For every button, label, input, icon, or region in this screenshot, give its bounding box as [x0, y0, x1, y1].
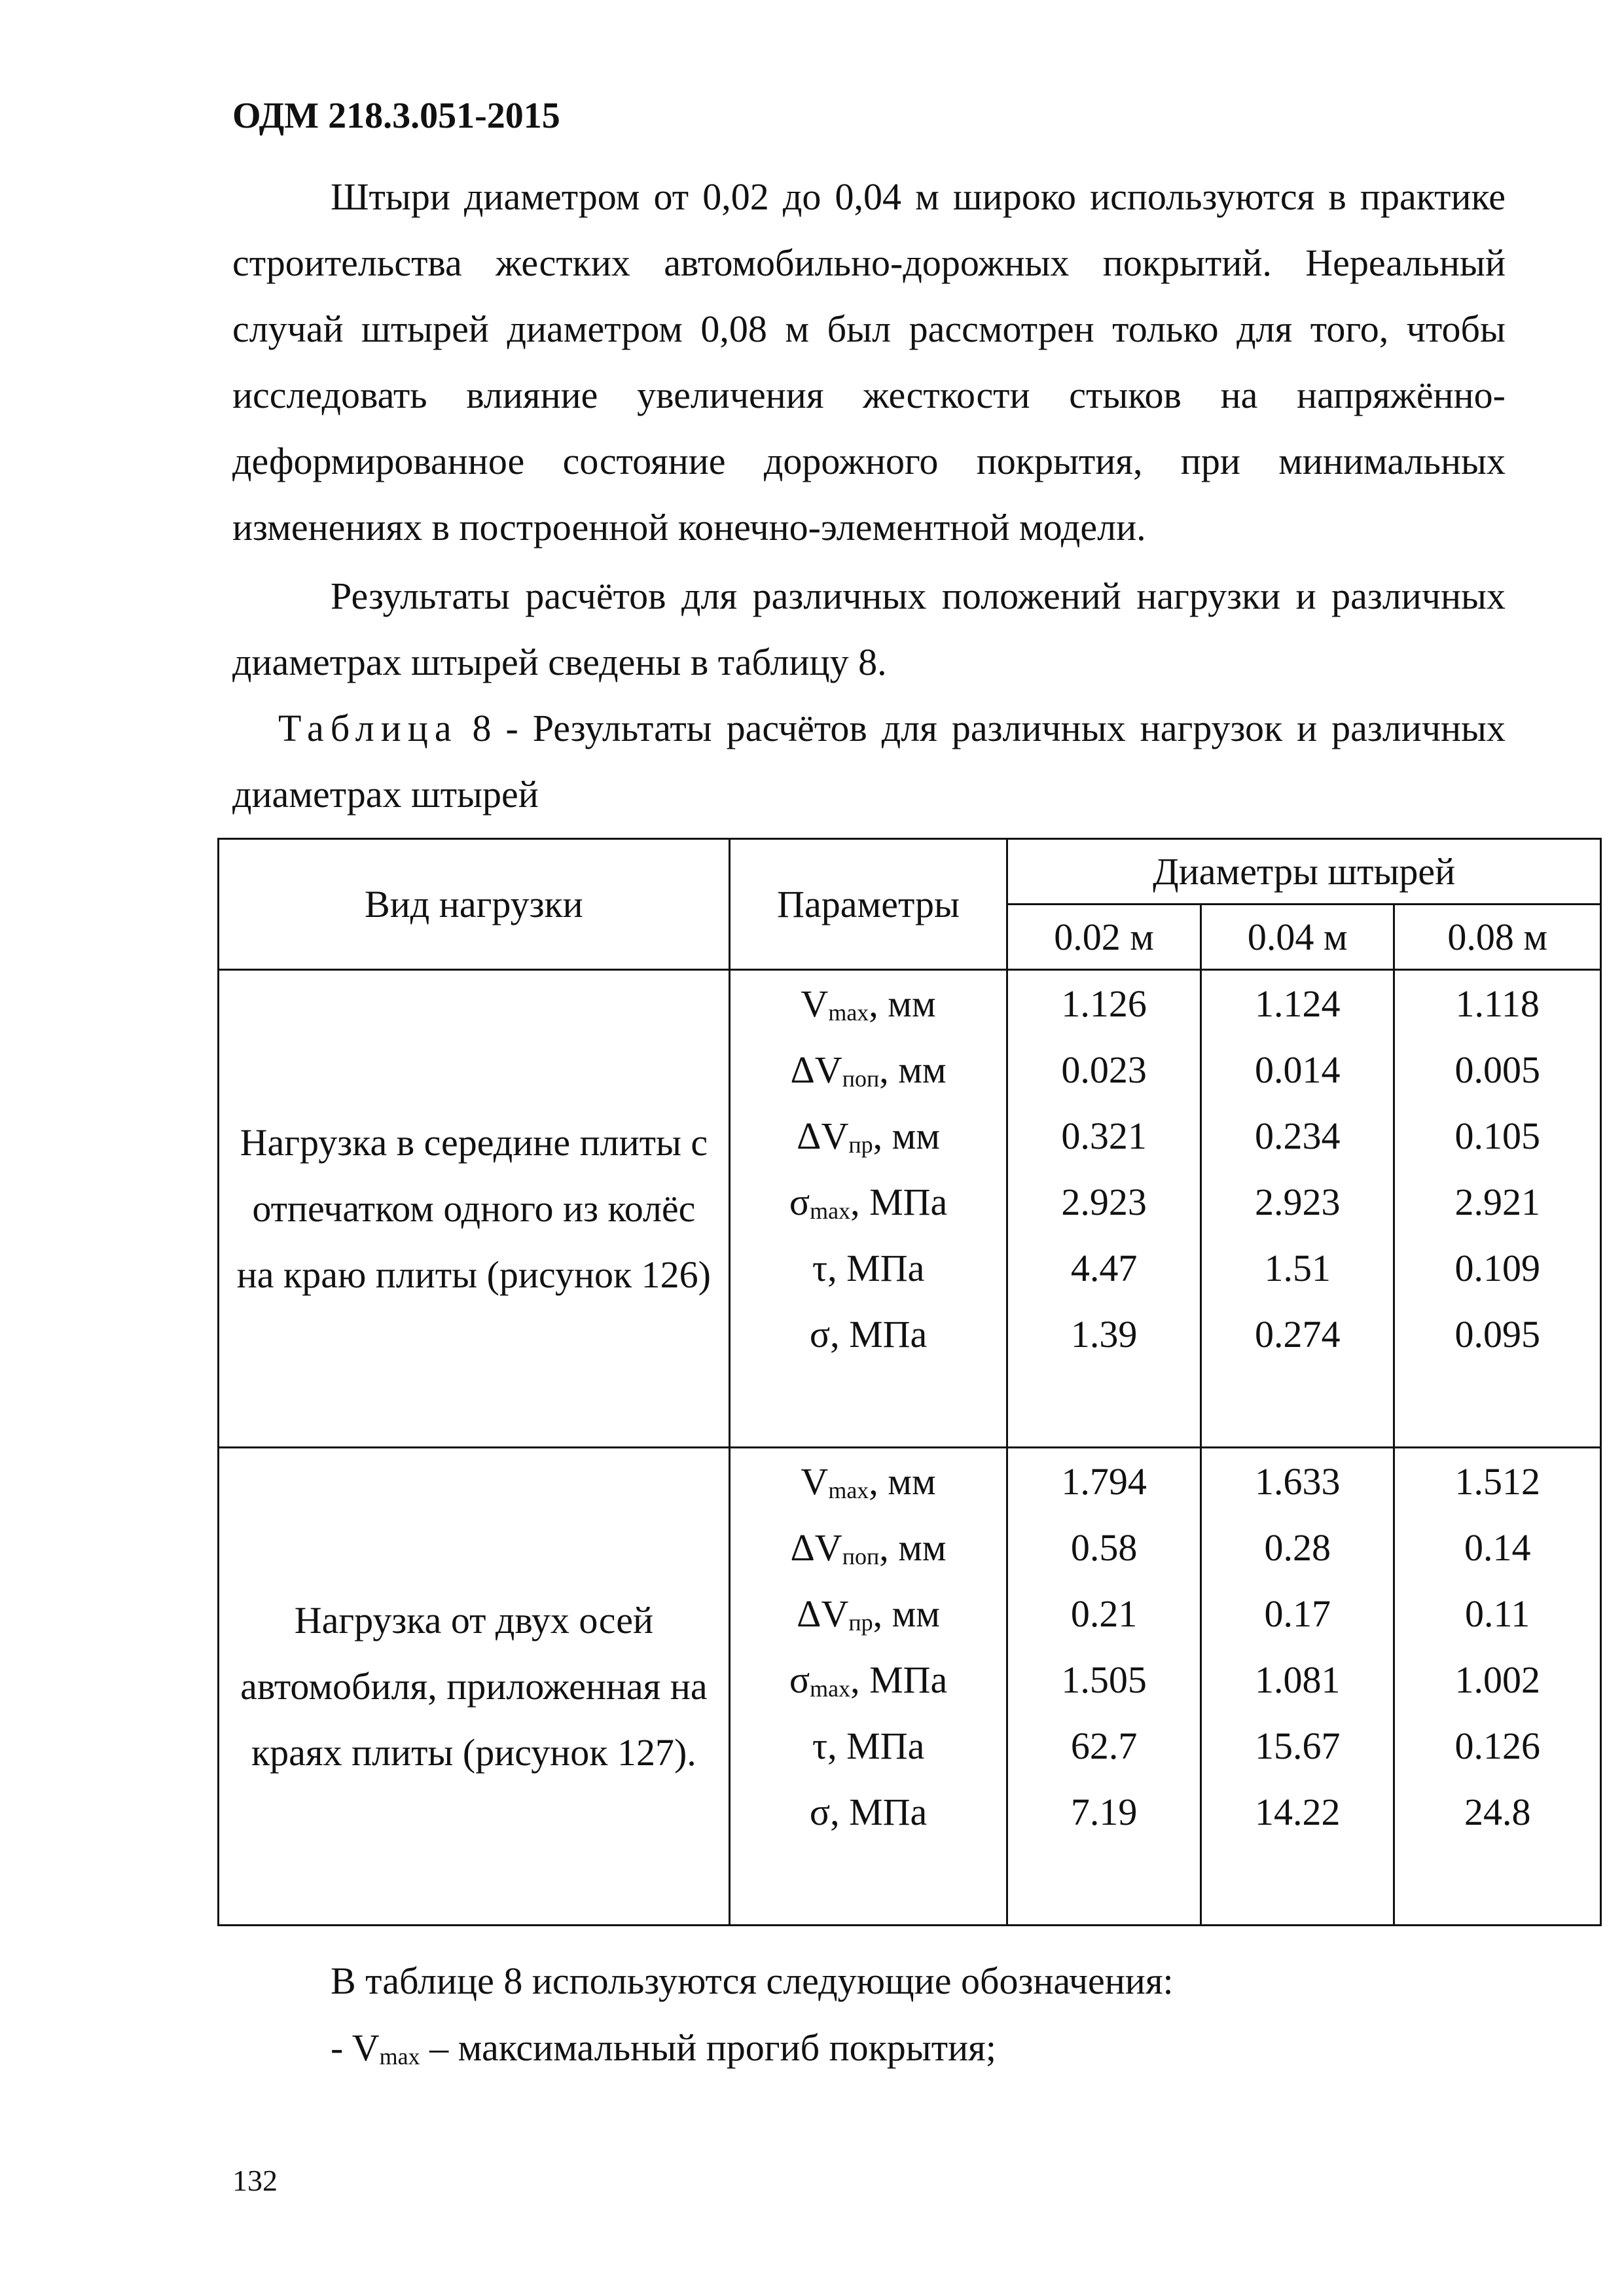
results-table: [217, 838, 1602, 1926]
cell-line: 15.67: [1254, 1725, 1341, 1767]
load-type-cell: [219, 1448, 730, 1926]
cell-line: 0.014: [1254, 1049, 1341, 1091]
cell-line: 0.58: [1070, 1526, 1138, 1569]
table-caption: [232, 695, 1506, 827]
values-0-08-cell: [1394, 970, 1601, 1448]
values-list: [1008, 1448, 1200, 1845]
header-diameter-0-04: 0.04 м: [1200, 905, 1394, 970]
cell-line: 0.109: [1454, 1247, 1540, 1289]
parameter-label: $\sigma_{max}$, МПа: [789, 1659, 948, 1702]
parameter-label: $\Delta V_{пр}$, мм: [797, 1115, 940, 1158]
cell-line: 0.234: [1254, 1115, 1341, 1157]
parameter-label: $\Delta V_{поп}$, мм: [790, 1526, 947, 1570]
parameters-list: [731, 1448, 1007, 1845]
cell-line: 0.023: [1061, 1049, 1147, 1091]
cell-line: Нагрузка в середине плиты с: [240, 1121, 708, 1164]
caption-line: [232, 695, 1506, 761]
parameters-cell: [729, 1448, 1007, 1926]
page-number: 132: [232, 2164, 278, 2197]
parameter-label: σ, МПа: [809, 1313, 928, 1355]
header-diameters: Диаметры штырей: [1007, 839, 1601, 905]
values-list: [1008, 971, 1200, 1367]
cell-line: 1.633: [1254, 1460, 1341, 1503]
cell-line: 1.794: [1061, 1460, 1147, 1503]
notation-vmax: [331, 2026, 996, 2070]
cell-line: автомобиля, приложенная на: [240, 1665, 708, 1708]
parameter-label: τ, МПа: [812, 1725, 925, 1767]
header-parameters: Параметры: [729, 839, 1007, 970]
values-0-04-cell: [1200, 1448, 1394, 1926]
cell-line: 62.7: [1070, 1725, 1138, 1767]
cell-line: 1.51: [1264, 1247, 1331, 1289]
values-list: [1202, 1448, 1394, 1845]
cell-line: 2.923: [1254, 1181, 1341, 1223]
values-0-08-cell: [1394, 1448, 1601, 1926]
paragraph-line: Штыри диаметром от 0,02 до 0,04 м широко используются в практике: [331, 175, 1506, 218]
paragraph-line: исследовать влияние увеличения жесткости стыков на напряжённо-: [232, 374, 1506, 416]
parameters-list: [731, 971, 1007, 1367]
load-type-lines: [219, 1109, 729, 1308]
notation-definition: – максимальный прогиб покрытия;: [420, 2026, 996, 2069]
cell-line: отпечатком одного из колёс: [252, 1187, 696, 1230]
cell-line: 0.28: [1264, 1526, 1331, 1569]
header-diameter-0-08: 0.08 м: [1394, 905, 1601, 970]
cell-line: 1.118: [1455, 982, 1540, 1025]
parameter-label: σ, МПа: [809, 1791, 928, 1833]
parameter-label: $V_{max}$, мм: [801, 1460, 936, 1503]
cell-line: 0.126: [1454, 1725, 1540, 1767]
parameter-label: $\Delta V_{пр}$, мм: [797, 1592, 940, 1636]
cell-line: 1.002: [1454, 1659, 1540, 1701]
paragraph-line: диаметрах штырей сведены в таблицу 8.: [232, 641, 887, 683]
parameter-label: τ, МПа: [812, 1247, 925, 1289]
load-type-cell: [219, 970, 730, 1448]
parameter-label: $\Delta V_{поп}$, мм: [790, 1049, 947, 1092]
cell-line: 1.126: [1061, 982, 1147, 1025]
cell-line: 0.321: [1061, 1115, 1147, 1157]
header-load-type: Вид нагрузки: [219, 839, 730, 970]
caption-line: диаметрах штырей: [232, 773, 539, 816]
cell-line: 1.081: [1254, 1659, 1341, 1701]
cell-line: краях плиты (рисунок 127).: [251, 1731, 696, 1774]
caption-label: Таблица: [278, 707, 458, 749]
notation-intro: В таблице 8 используются следующие обозначения:: [331, 1960, 1174, 2002]
cell-line: 7.19: [1070, 1791, 1138, 1833]
values-list: [1395, 971, 1600, 1367]
cell-line: на краю плиты (рисунок 126): [236, 1253, 711, 1296]
notation-subscript: max: [379, 2043, 420, 2070]
paragraph-line: Результаты расчётов для различных положений нагрузки и различных: [331, 575, 1506, 617]
parameter-label: $\sigma_{max}$, МПа: [789, 1181, 948, 1224]
paragraph-results-intro: [232, 563, 1506, 695]
table-row: [219, 1448, 1601, 1926]
cell-line: 1.39: [1070, 1313, 1138, 1355]
cell-line: 0.17: [1264, 1592, 1331, 1635]
table-header-row: [219, 839, 1601, 905]
header-diameter-0-02: 0.02 м: [1007, 905, 1201, 970]
cell-line: 4.47: [1070, 1247, 1138, 1289]
values-0-02-cell: [1007, 1448, 1201, 1926]
paragraph-line: изменениях в построенной конечно-элементной модели.: [232, 506, 1146, 548]
values-0-04-cell: [1200, 970, 1394, 1448]
cell-line: 14.22: [1254, 1791, 1341, 1833]
cell-line: 1.512: [1454, 1460, 1540, 1503]
cell-line: Нагрузка от двух осей: [294, 1599, 654, 1641]
cell-line: 0.21: [1070, 1592, 1138, 1635]
parameters-cell: [729, 970, 1007, 1448]
table-row: [219, 970, 1601, 1448]
cell-line: 0.11: [1465, 1592, 1530, 1635]
paragraph-line: деформированное состояние дорожного покрытия, при минимальных: [232, 440, 1506, 482]
paragraph-line: случай штырей диаметром 0,08 м был рассмотрен только для того, чтобы: [232, 308, 1506, 350]
paragraph-dowels-description: [232, 164, 1506, 560]
cell-line: 2.921: [1454, 1181, 1540, 1223]
load-type-lines: [219, 1587, 729, 1785]
values-list: [1395, 1448, 1600, 1845]
cell-line: 1.505: [1061, 1659, 1147, 1701]
parameter-label: $V_{max}$, мм: [801, 982, 936, 1026]
values-list: [1202, 971, 1394, 1367]
caption-title: 8 - Результаты расчётов для различных нагрузок и различных: [458, 707, 1506, 749]
cell-line: 0.274: [1254, 1313, 1341, 1355]
paragraph-line: строительства жестких автомобильно-дорожных покрытий. Нереальный: [232, 242, 1506, 284]
cell-line: 0.105: [1454, 1115, 1540, 1157]
values-0-02-cell: [1007, 970, 1201, 1448]
cell-line: 0.095: [1454, 1313, 1540, 1355]
document-code-header: ОДМ 218.3.051-2015: [232, 96, 560, 136]
cell-line: 0.005: [1454, 1049, 1540, 1091]
cell-line: 0.14: [1464, 1526, 1531, 1569]
cell-line: 24.8: [1464, 1791, 1531, 1833]
cell-line: 2.923: [1061, 1181, 1147, 1223]
cell-line: 1.124: [1254, 982, 1341, 1025]
notation-symbol: - V: [331, 2026, 380, 2069]
